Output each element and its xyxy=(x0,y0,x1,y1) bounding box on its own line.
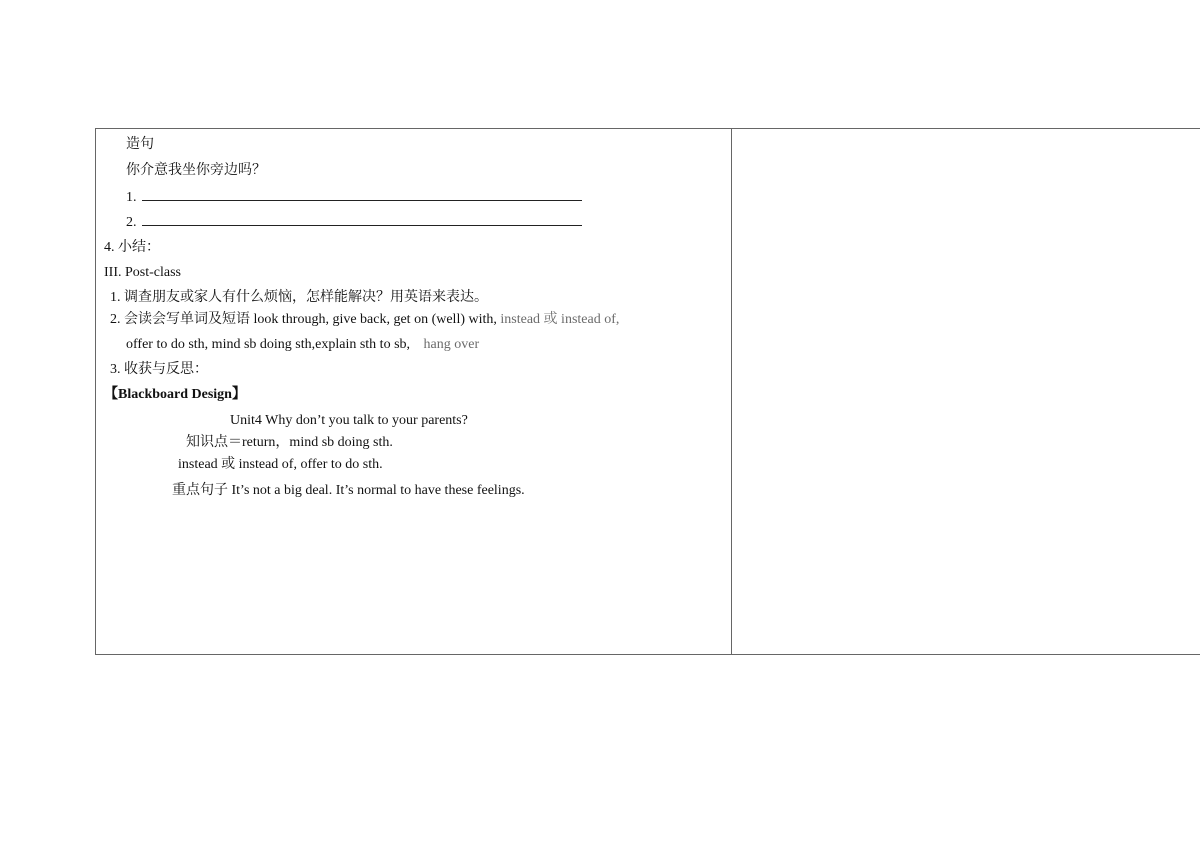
answer-blank xyxy=(142,213,582,226)
blank-number: 1. xyxy=(126,190,137,205)
post-item-2-cont-gray: hang over xyxy=(423,337,480,352)
lesson-table xyxy=(95,128,1200,655)
blackboard-key-sentence: 重点句子 It’s not a big deal. It’s normal to have these feelings. xyxy=(172,483,525,498)
post-item-3: 3. 收获与反思： xyxy=(110,362,208,377)
post-item-1: 1. 调查朋友或家人有什么烦恼，怎样能解决？用英语来表达。 xyxy=(110,290,488,305)
post-item-2 xyxy=(110,311,619,329)
summary-item: 4. 小结： xyxy=(104,240,160,255)
answer-blank xyxy=(142,188,582,201)
blackboard-title: 【Blackboard Design】 xyxy=(104,387,246,402)
blackboard-unit: Unit4 Why don’t you talk to your parents? xyxy=(230,413,468,428)
blackboard-instead: instead 或 instead of, offer to do sth. xyxy=(178,457,383,472)
blackboard-knowledge: 知识点＝return，mind sb doing sth. xyxy=(186,435,393,450)
zaoju-heading: 造句 xyxy=(126,137,154,152)
sentence-prompt: 你介意我坐你旁边吗？ xyxy=(126,163,266,178)
blank-line-2 xyxy=(126,213,582,232)
column-divider xyxy=(731,129,732,654)
postclass-heading: III. Post-class xyxy=(104,265,181,280)
blank-number: 2. xyxy=(126,215,137,230)
post-item-2-cont-text: offer to do sth, mind sb doing sth,explain sth to sb, xyxy=(126,337,411,352)
post-item-2-gray: instead 或 instead of, xyxy=(496,312,620,327)
post-item-2-text: 2. 会读会写单词及短语 look through, give back, get on (well) with, xyxy=(110,312,497,327)
post-item-2-continued xyxy=(126,336,479,354)
blank-line-1 xyxy=(126,188,582,207)
